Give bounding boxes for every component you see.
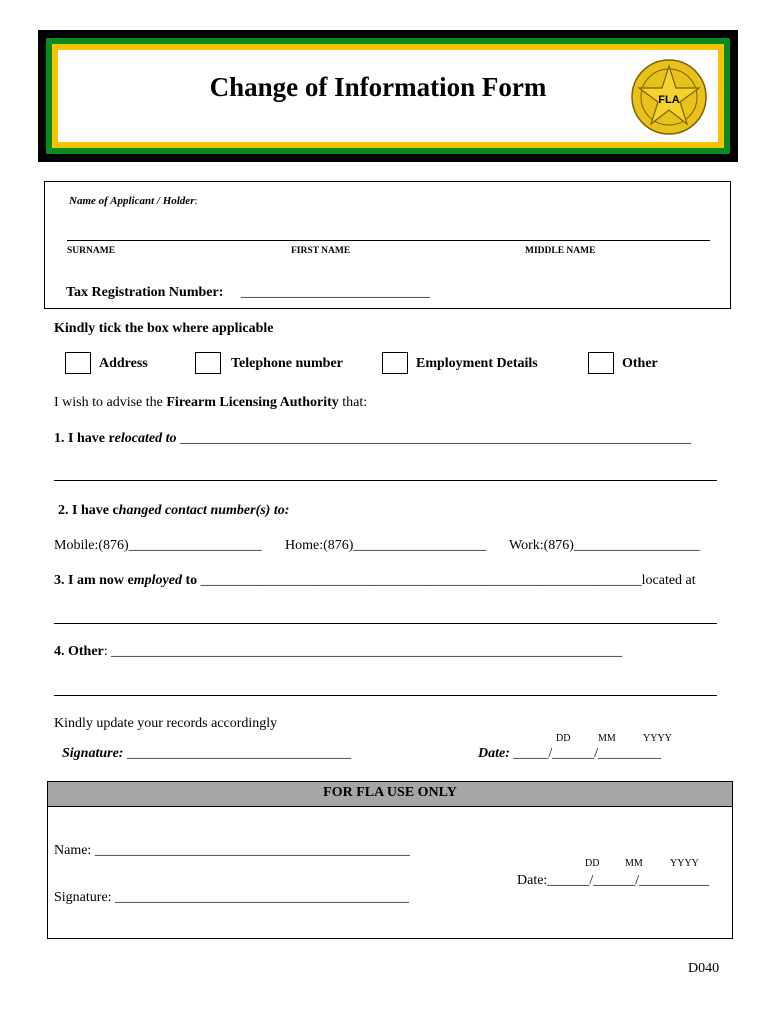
applicant-box [44,181,731,309]
other-option-label: Other [622,356,658,371]
contact-heading: 2. I have changed contact number(s) to: [58,503,290,518]
advise-statement: I wish to advise the Firearm Licensing Authority that: [54,395,368,410]
fla-dd-caption: DD [585,858,600,869]
address-checkbox[interactable] [65,352,91,374]
trn-field[interactable]: ___________________________ [241,285,430,300]
other-checkbox[interactable] [588,352,614,374]
middle-name-caption: MIDDLE NAME [525,246,596,256]
date-yyyy-caption: YYYY [643,733,672,744]
banner-green-border [46,38,730,154]
date-mm-caption: MM [598,733,616,744]
relocated-field[interactable]: _________________________________________________________________________ [179,431,691,446]
employed-line: 3. I am now employed to _______________________________________________________________located at [54,573,696,588]
date-line: Date: _____/______/_________ [478,746,662,761]
telephone-checkbox[interactable] [195,352,221,374]
fla-seal-logo [630,58,708,136]
location-field[interactable] [54,609,717,624]
fla-mm-caption: MM [625,858,643,869]
header-banner [38,30,738,162]
home-field[interactable]: Home:(876)___________________ [285,538,487,553]
employment-option-label: Employment Details [416,356,538,371]
applicant-name-field[interactable] [67,224,710,241]
relocated-field-continued[interactable] [54,466,717,481]
surname-caption: SURNAME [67,246,116,256]
date-field[interactable]: _____/______/_________ [513,746,662,761]
address-option-label: Address [99,356,148,371]
relocated-line: 1. I have relocated to _________________________________________________________________________ [54,431,691,446]
fla-date-line: Date:______/______/__________ [517,873,710,888]
mobile-field[interactable]: Mobile:(876)___________________ [54,538,262,553]
fla-signature-field[interactable]: __________________________________________ [115,890,410,905]
signature-field[interactable]: ________________________________ [126,746,351,761]
signature-line: Signature: ________________________________ [62,746,351,761]
employment-checkbox[interactable] [382,352,408,374]
update-text: Kindly update your records accordingly [54,716,278,731]
fla-signature-line: Signature: __________________________________________ [54,890,410,905]
other-line: 4. Other: _________________________________________________________________________ [54,644,623,659]
other-field[interactable]: _________________________________________________________________________ [111,644,623,659]
fla-yyyy-caption: YYYY [670,858,699,869]
date-dd-caption: DD [556,733,571,744]
svg-text:FLA: FLA [658,94,680,106]
employer-field[interactable]: _______________________________________________________________ [200,573,642,588]
fla-use-box [47,781,733,939]
page-title: Change of Information Form [209,72,547,102]
trn-label: Tax Registration Number: [66,285,224,300]
first-name-caption: FIRST NAME [291,246,351,256]
fla-use-header: FOR FLA USE ONLY [48,782,732,807]
banner-inner [58,50,718,142]
other-field-continued[interactable] [54,681,717,696]
fla-name-line: Name: _____________________________________________ [54,843,410,858]
tick-instruction: Kindly tick the box where applicable [54,321,274,336]
work-field[interactable]: Work:(876)__________________ [509,538,700,553]
form-code: D040 [688,961,720,976]
telephone-option-label: Telephone number [231,356,343,371]
fla-name-field[interactable]: _____________________________________________ [94,843,410,858]
fla-date-field[interactable]: ______/______/__________ [547,873,710,888]
banner-yellow-border [52,44,724,148]
applicant-name-label: Name of Applicant / Holder: [69,195,198,207]
